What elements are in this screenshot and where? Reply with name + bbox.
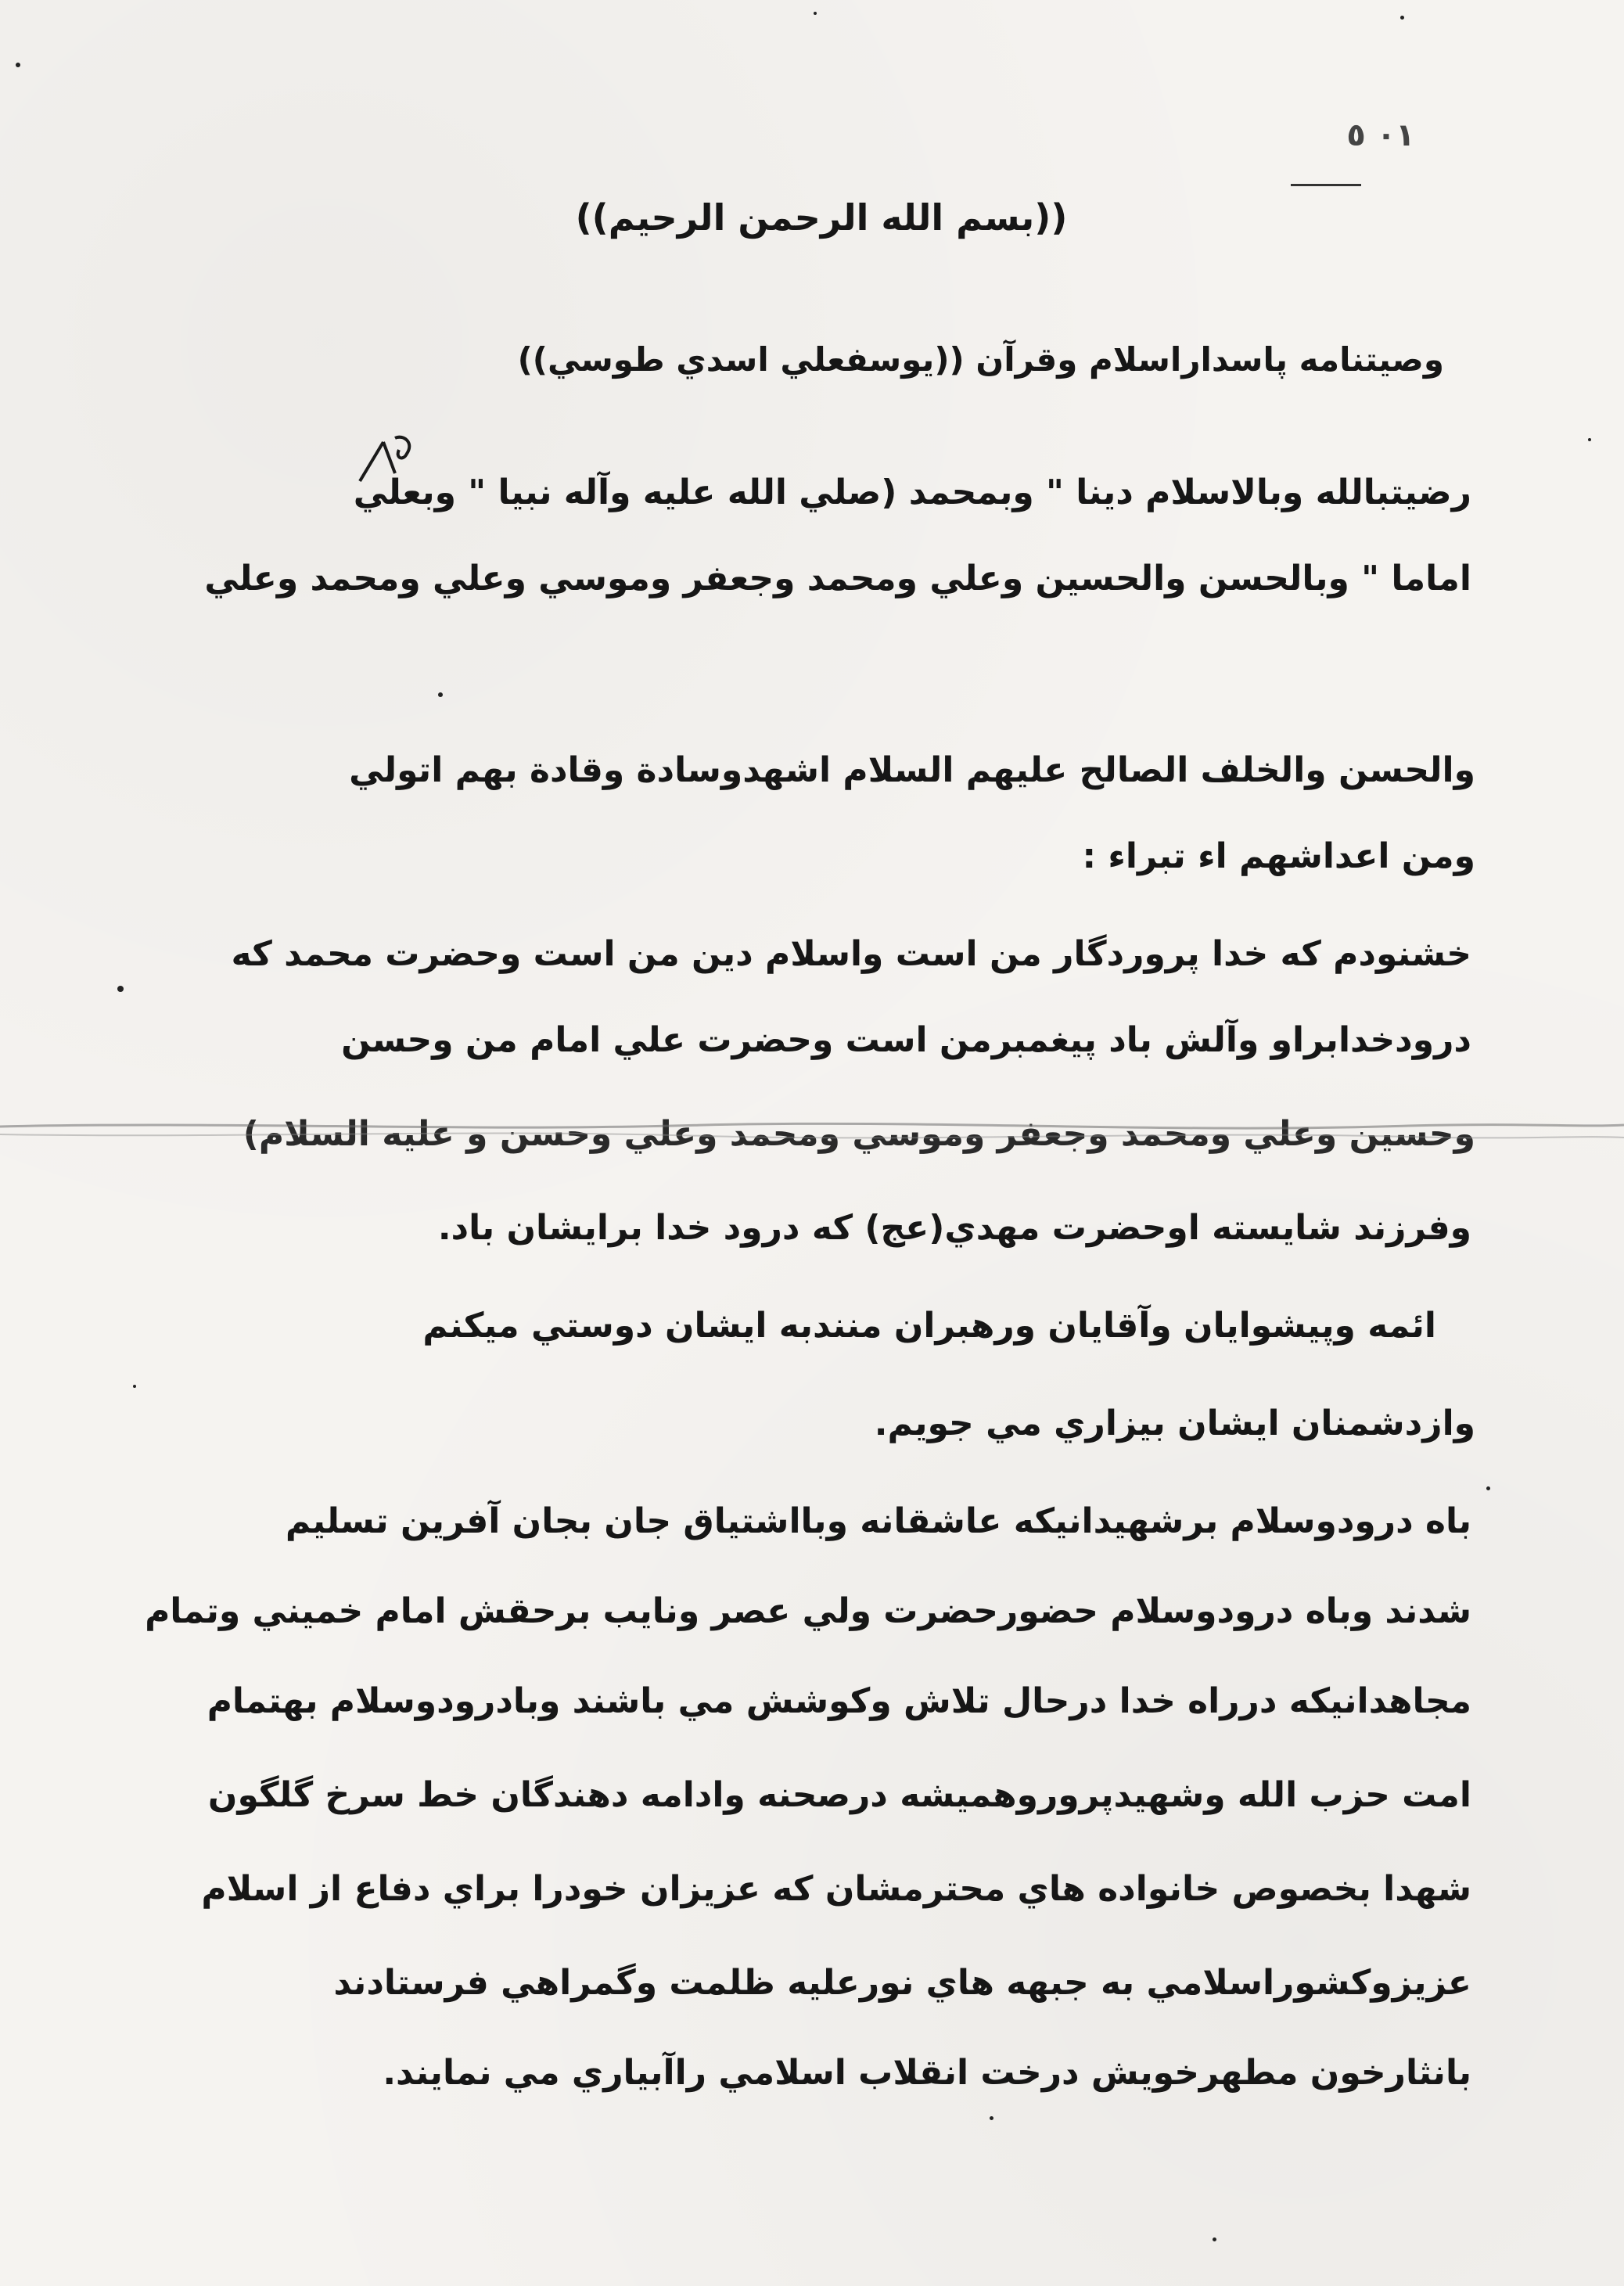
title-line: وصيتنامه پاسداراسلام وقرآن ((يوسفعلي اسدي طوسي)) — [517, 340, 1444, 379]
body-line: درودخدابراو وآلش باد پيغمبرمن است وحضرت علي امام من وحسن — [341, 1020, 1471, 1060]
scan-speck — [117, 986, 124, 992]
body-line: وحسين وعلي ومحمد وجعفر وموسي ومحمد وعلي وحسن و عليه السلام) — [243, 1114, 1475, 1154]
body-line: باه درودوسلام برشهيدانيكه عاشقانه وبااشتياق جان بجان آفرين تسليم — [285, 1501, 1471, 1541]
body-line: رضيتبالله وبالاسلام دينا " وبمحمد (صلي الله عليه وآله نبيا " وبعلي — [353, 473, 1471, 512]
paper-crease — [0, 1099, 1624, 1162]
scan-speck — [1213, 2237, 1216, 2241]
body-line: امت حزب الله وشهيدپروروهميشه درصحنه وادامه دهندگان خط سرخ گلگون — [207, 1775, 1471, 1815]
body-line: خشنودم كه خدا پروردگار من است واسلام دين من است وحضرت محمد كه — [231, 934, 1471, 974]
handwritten-insert-mark — [352, 426, 422, 489]
scan-speck — [1588, 438, 1591, 441]
body-line: مجاهدانيكه درراه خدا درحال تلاش وكوشش مي باشند وبادرودوسلام بهتمام — [207, 1681, 1471, 1721]
body-line: شدند وباه درودوسلام حضورحضرت ولي عصر ونايب برحقش امام خميني وتمام — [145, 1591, 1471, 1631]
scan-speck — [438, 692, 443, 697]
body-line: وفرزند شايسته اوحضرت مهدي(عج) كه درود خدا برايشان باد. — [437, 1208, 1471, 1248]
body-line: ومن اعداشهم اء تبراء : — [1082, 836, 1475, 876]
body-line: وازدشمنان ايشان بيزاري مي جويم. — [874, 1404, 1475, 1443]
scan-speck — [990, 2116, 993, 2120]
body-line: والحسن والخلف الصالح عليهم السلام اشهدوسادة وقادة بهم اتولي — [349, 750, 1475, 790]
body-line: شهدا بخصوص خانواده هاي محترمشان كه عزيزان خودرا براي دفاع از اسلام — [201, 1869, 1471, 1909]
scan-speck — [133, 1385, 136, 1388]
body-line: ائمه وپيشوايان وآقايان ورهبران منندبه ايشان دوستي ميكنم — [422, 1306, 1436, 1346]
body-line: عزيزوكشوراسلامي به جبهه هاي نورعليه ظلمت وگمراهي فرستادند — [333, 1963, 1471, 2003]
scan-speck — [1400, 16, 1404, 20]
scan-speck — [814, 12, 817, 15]
page-number-underline — [1291, 184, 1361, 186]
scan-speck — [16, 63, 20, 67]
scan-speck — [1486, 1486, 1490, 1490]
body-line: اماما " وبالحسن والحسين وعلي ومحمد وجعفر وموسي وعلي ومحمد وعلي — [204, 559, 1471, 598]
document-heading: ((بسم الله الرحمن الرحيم)) — [575, 196, 1068, 239]
body-line: بانثارخون مطهرخويش درخت انقلاب اسلامي راآبياري مي نمايند. — [383, 2053, 1471, 2093]
page-number: ٠١ ٥ — [1346, 117, 1415, 153]
